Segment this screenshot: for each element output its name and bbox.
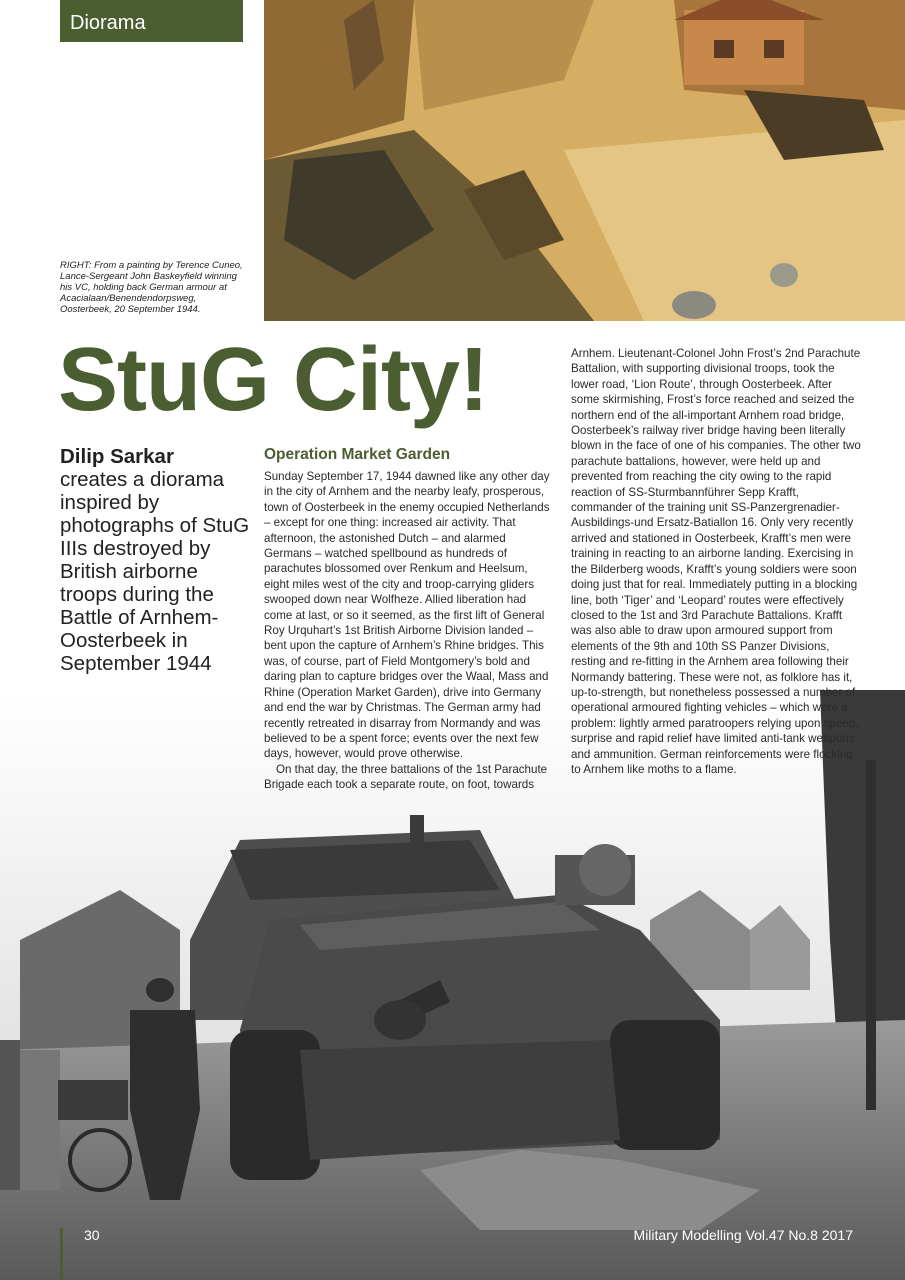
article-title: StuG City! [58,330,488,430]
page-number: 30 [84,1227,100,1243]
footer-accent-bar [60,1228,63,1280]
body-paragraph: On that day, the three battalions of the 1st Parachute Brigade each took a separate route, on foot, towards [264,762,548,792]
top-painting-image [264,0,905,321]
body-paragraph: Sunday September 17, 1944 dawned like any other day in the city of Arnhem and the nearby leafy, prosperous, town of Oosterbeek in the enemy occupied Netherlands – except for one thing: increased air activity. That afternoon, the astonished Dutch – and alarmed Germans – watched spellbound as hundreds of parachutes blossomed over Renkum and Heelsum, eight miles west of the city and troop-carrying gliders swooped down near Wolfheze. Allied liberation had come at last, or so it seemed, as the first lift of General Roy Urquhart’s 1st British Airborne Division landed – bent upon the capture of Arnhem’s Rhine bridges. This was, of course, part of Field Montgomery’s bold and daring plan to capture bridges over the Waal, Mass and Rhine (Operation Market Garden), drive into Germany and end the war by Christmas. The German army had recently retreated in disarray from Normandy and was believed to be a spent force; events over the next few days, however, would prove otherwise. [264,470,550,761]
article-column-2 [264,446,554,793]
section-subheading: Operation Market Garden [264,446,451,463]
top-image-caption: RIGHT: From a painting by Terence Cuneo, Lance-Sergeant John Baskeyfield winning his VC, holding back German armour at Acacialaan/Benendendorpsweg, Oosterbeek, 20 September 1944. [60,260,243,315]
body-paragraph: Arnhem. Lieutenant-Colonel John Frost’s 2nd Parachute Battalion, with supporting divisional troops, took the lower road, ‘Lion Route’, through Oosterbeek. After some skirmishing, Frost’s force reached and seized the northern end of the all-important Arnhem road bridge, Oosterbeek’s railway river bridge having been literally blown in the face of one of his companies. The other two parachute battalions, however, were held up and prevented from reaching the city owing to the rapid reaction of SS-Sturmbannführer Sepp Krafft, commander of the training unit SS-Panzergrenadier-Ausbildings-und Ersatz-Batiallon 16. Only very recently arrived and stationed in Oosterbeek, Krafft’s men were training in reacting to an airborne landing. Exercising in the Bilderberg woods, Krafft’s young soldiers were soon doing just that for real. Immediately putting in a blocking line, both ‘Tiger’ and ‘Leopard’ routes were effectively closed to the 1st and 3rd Parachute Battalions. Krafft was also able to draw upon armoured support from elements of the 9th and 10th SS Panzer Divisions, resting and re-fitting in the Arnhem area following their Normandy battering. These were not, as folklore has it, up-to-strength, but nonetheless possessed a number of operational armoured fighting vehicles – which were a problem: lightly armed paratroopers relying upon speed, surprise and rapid relief have limited anti-tank weapons and ammunition. German reinforcements were flocking to Arnhem like moths to a flame. [571,347,861,776]
standfirst-text: creates a diorama inspired by photographs of StuG IIIs destroyed by British airborne troops during the Battle of Arnhem-Oosterbeek in September 1944 [60,468,250,675]
standfirst [60,445,255,675]
article-column-3 [571,346,861,777]
magazine-issue: Military Modelling Vol.47 No.8 2017 [633,1227,853,1243]
section-label: Diorama [60,0,243,42]
author-name: Dilip Sarkar [60,445,174,468]
